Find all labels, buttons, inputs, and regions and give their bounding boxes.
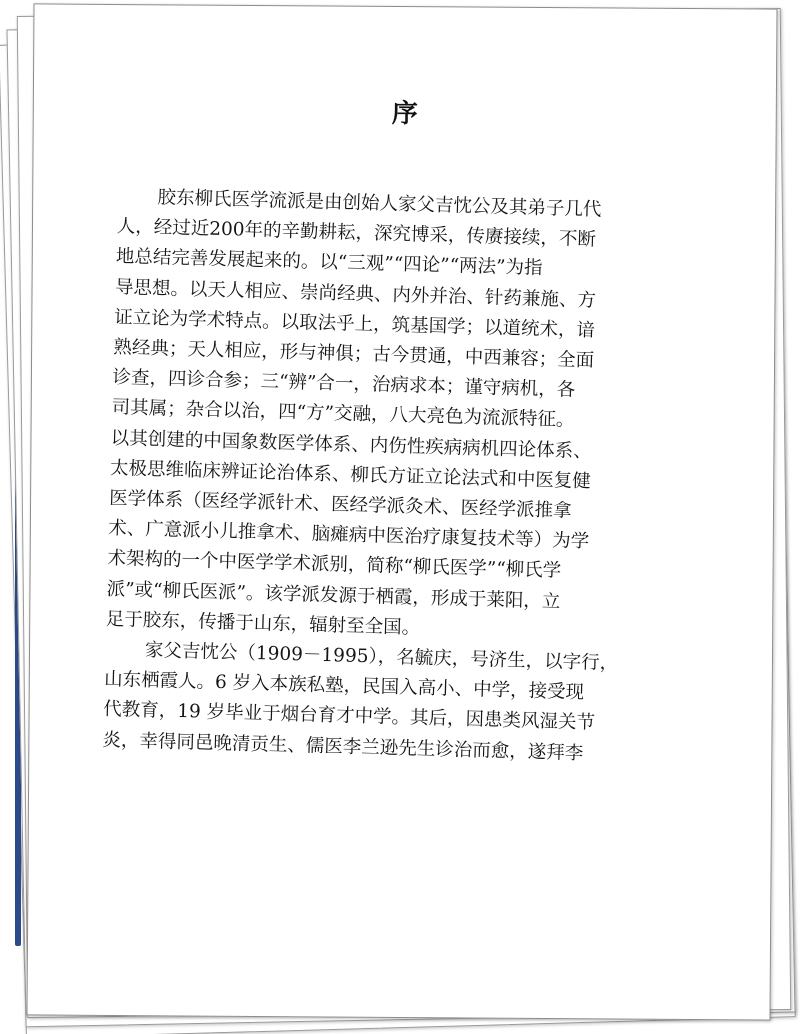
text-line: 证立论为学术特点。以取法乎上，筑基国学；以道统术，谙 xyxy=(113,306,596,342)
text-line: 司其属；杂合以治，四“方”交融，八大亮色为流派特征。 xyxy=(111,397,575,432)
text-line: 熟经典；天人相应，形与神俱；古今贯通，中西兼容；全面 xyxy=(113,336,595,372)
text-line: 人，经过近200年的辛勤耕耘，深究博采，传赓接续，不断 xyxy=(116,216,597,251)
text-line: 医学体系（医经学派针术、医经学派灸术、医经学派推拿 xyxy=(108,487,572,522)
text-line: 导思想。以天人相应、崇尚经典、内外并治、针药兼施、方 xyxy=(114,276,597,311)
page-title: 序 xyxy=(391,98,418,130)
text-line: 炎，幸得同邑晚清贡生、儒医李兰逊先生诊治而愈，遂拜李 xyxy=(102,729,584,764)
text-line: 代教育，19 岁毕业于烟台育才中学。其后，因患类风湿关节 xyxy=(102,699,596,734)
text-line: 以其创建的中国象数医学体系、内伤性疾病病机四论体系、 xyxy=(110,427,592,462)
text-line: 地总结完善发展起来的。以“三观”“四论”“两法”为指 xyxy=(115,246,543,280)
text-line: 家父吉忱公（1909－1995），名毓庆，号济生，以字行， xyxy=(144,639,619,675)
text-line: 山东栖霞人。6 岁入本族私塾，民国入高小、中学，接受现 xyxy=(103,669,585,704)
preface-body xyxy=(102,182,638,770)
text-line: 胶东柳氏医学流派是由创始人家父吉忱公及其弟子几代 xyxy=(157,187,602,221)
text-line: 足于胶东，传播于山东，辐射至全国。 xyxy=(105,608,421,639)
text-line: 术架构的一个中医学学术派别，简称“柳氏医学”“柳氏学 xyxy=(107,548,562,582)
text-line: 诊查，四诊合参；三“辨”合一，治病求本；谨守病机，各 xyxy=(112,367,576,402)
text-line: 派”或“柳氏医派”。该学派发源于栖霞，形成于莱阳，立 xyxy=(106,578,561,613)
text-line: 术、广意派小儿推拿术、脑瘫病中医治疗康复技术等）为学 xyxy=(108,518,590,553)
text-line: 太极思维临床辨证论治体系、柳氏方证立论法式和中医复健 xyxy=(109,457,592,493)
